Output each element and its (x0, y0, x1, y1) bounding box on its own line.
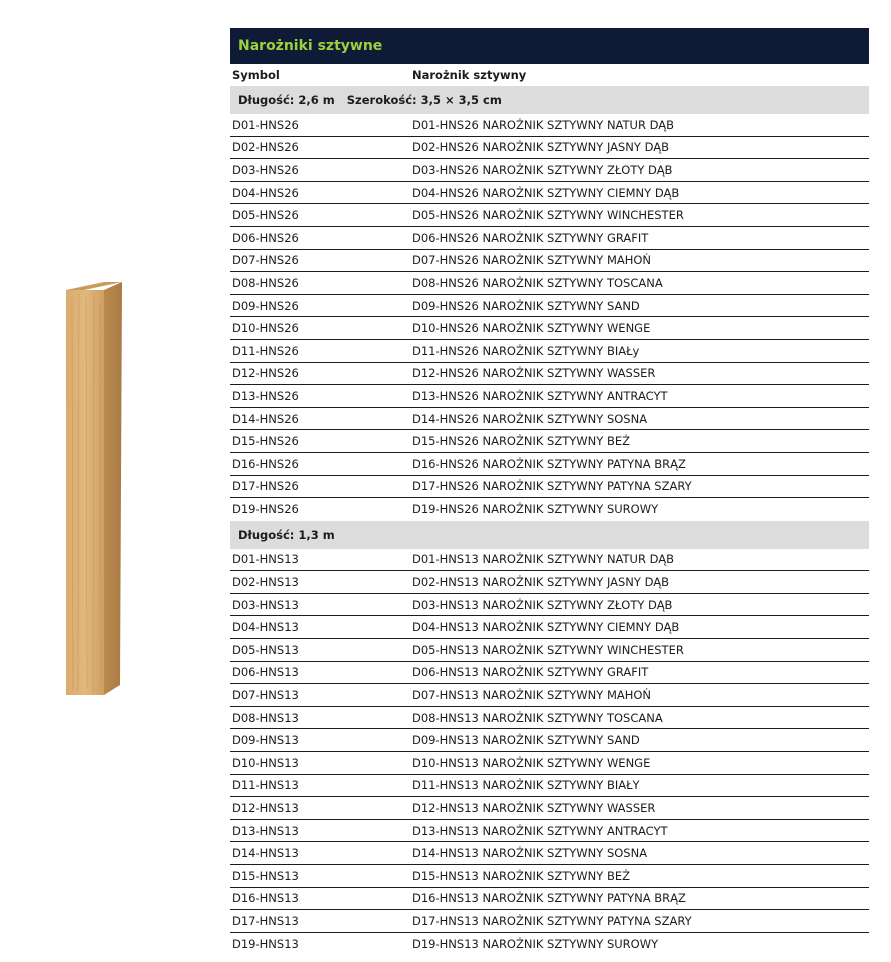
column-header-symbol: Symbol (232, 68, 280, 82)
cell-name: D11-HNS13 NAROŻNIK SZTYWNY BIAŁY (412, 778, 640, 793)
table-row (230, 865, 869, 888)
cell-symbol: D06-HNS13 (232, 665, 299, 680)
cell-symbol: D17-HNS26 (232, 479, 299, 494)
cell-name: D15-HNS26 NAROŻNIK SZTYWNY BEŻ (412, 434, 630, 449)
cell-name: D15-HNS13 NAROŻNIK SZTYWNY BEŻ (412, 868, 630, 883)
table-row (230, 317, 869, 340)
cell-symbol: D11-HNS26 (232, 343, 299, 358)
section-header (230, 86, 869, 114)
table-row (230, 159, 869, 182)
cell-symbol: D07-HNS26 (232, 253, 299, 268)
cell-symbol: D17-HNS13 (232, 913, 299, 928)
table-row (230, 842, 869, 865)
cell-name: D10-HNS13 NAROŻNIK SZTYWNY WENGE (412, 755, 651, 770)
cell-name: D05-HNS13 NAROŻNIK SZTYWNY WINCHESTER (412, 642, 684, 657)
table-row (230, 385, 869, 408)
table-title-bar (230, 28, 869, 64)
cell-name: D14-HNS13 NAROŻNIK SZTYWNY SOSNA (412, 846, 648, 861)
cell-name: D10-HNS26 NAROŻNIK SZTYWNY WENGE (412, 321, 651, 336)
cell-symbol: D01-HNS26 (232, 117, 299, 132)
table-row (230, 227, 869, 250)
cell-symbol: D05-HNS26 (232, 208, 299, 223)
cell-name: D01-HNS26 NAROŻNIK SZTYWNY NATUR DĄB (412, 117, 675, 132)
cell-name: D08-HNS26 NAROŻNIK SZTYWNY TOSCANA (412, 275, 663, 290)
table-row (230, 639, 869, 662)
cell-symbol: D09-HNS26 (232, 298, 299, 313)
cell-name: D06-HNS26 NAROŻNIK SZTYWNY GRAFIT (412, 230, 649, 245)
table-row (230, 888, 869, 911)
cell-symbol: D01-HNS13 (232, 552, 299, 567)
cell-name: D04-HNS26 NAROŻNIK SZTYWNY CIEMNY DĄB (412, 185, 680, 200)
cell-symbol: D12-HNS26 (232, 366, 299, 381)
table-row (230, 453, 869, 476)
table-row (230, 933, 869, 956)
section-length: Długość: 2,6 m (238, 93, 335, 107)
table-row (230, 616, 869, 639)
section-header (230, 521, 869, 549)
cell-symbol: D08-HNS13 (232, 710, 299, 725)
table-row (230, 684, 869, 707)
cell-name: D07-HNS13 NAROŻNIK SZTYWNY MAHOŃ (412, 688, 652, 703)
cell-name: D13-HNS13 NAROŻNIK SZTYWNY ANTRACYT (412, 823, 668, 838)
table-row (230, 571, 869, 594)
cell-name: D12-HNS26 NAROŻNIK SZTYWNY WASSER (412, 366, 656, 381)
cell-name: D03-HNS13 NAROŻNIK SZTYWNY ZŁOTY DĄB (412, 597, 673, 612)
cell-name: D09-HNS13 NAROŻNIK SZTYWNY SAND (412, 733, 640, 748)
table-row (230, 137, 869, 160)
table-title: Narożniki sztywne (238, 38, 383, 54)
table-row (230, 182, 869, 205)
table-row (230, 476, 869, 499)
table-row (230, 250, 869, 273)
table-row (230, 820, 869, 843)
cell-name: D03-HNS26 NAROŻNIK SZTYWNY ZŁOTY DĄB (412, 162, 673, 177)
cell-name: D05-HNS26 NAROŻNIK SZTYWNY WINCHESTER (412, 208, 684, 223)
table-row (230, 707, 869, 730)
cell-name: D12-HNS13 NAROŻNIK SZTYWNY WASSER (412, 801, 656, 816)
table-row (230, 910, 869, 933)
cell-symbol: D16-HNS26 (232, 456, 299, 471)
table-sections (230, 86, 869, 955)
cell-symbol: D13-HNS13 (232, 823, 299, 838)
table-row (230, 775, 869, 798)
cell-symbol: D05-HNS13 (232, 642, 299, 657)
cell-name: D19-HNS13 NAROŻNIK SZTYWNY SUROWY (412, 937, 659, 952)
cell-symbol: D10-HNS13 (232, 755, 299, 770)
table-row (230, 295, 869, 318)
cell-name: D04-HNS13 NAROŻNIK SZTYWNY CIEMNY DĄB (412, 620, 680, 635)
cell-symbol: D13-HNS26 (232, 388, 299, 403)
cell-symbol: D15-HNS26 (232, 434, 299, 449)
cell-symbol: D15-HNS13 (232, 868, 299, 883)
table-row (230, 498, 869, 521)
table-row (230, 114, 869, 137)
table-row (230, 594, 869, 617)
section-width: Szerokość: 3,5 × 3,5 cm (346, 93, 502, 107)
table-row (230, 797, 869, 820)
cell-name: D09-HNS26 NAROŻNIK SZTYWNY SAND (412, 298, 640, 313)
section-rows (230, 114, 869, 521)
table-row (230, 752, 869, 775)
cell-name: D07-HNS26 NAROŻNIK SZTYWNY MAHOŃ (412, 253, 652, 268)
cell-symbol: D14-HNS13 (232, 846, 299, 861)
cell-symbol: D06-HNS26 (232, 230, 299, 245)
cell-symbol: D04-HNS26 (232, 185, 299, 200)
cell-name: D14-HNS26 NAROŻNIK SZTYWNY SOSNA (412, 411, 648, 426)
cell-name: D13-HNS26 NAROŻNIK SZTYWNY ANTRACYT (412, 388, 668, 403)
cell-name: D08-HNS13 NAROŻNIK SZTYWNY TOSCANA (412, 710, 663, 725)
cell-name: D11-HNS26 NAROŻNIK SZTYWNY BIAŁy (412, 343, 640, 358)
cell-symbol: D19-HNS26 (232, 502, 299, 517)
cell-symbol: D11-HNS13 (232, 778, 299, 793)
table-row (230, 272, 869, 295)
table-row (230, 408, 869, 431)
section-length: Długość: 1,3 m (238, 527, 335, 542)
table-row (230, 662, 869, 685)
cell-name: D16-HNS13 NAROŻNIK SZTYWNY PATYNA BRĄZ (412, 891, 686, 906)
table-row (230, 204, 869, 227)
cell-symbol: D03-HNS26 (232, 162, 299, 177)
cell-symbol: D12-HNS13 (232, 801, 299, 816)
table-row (230, 363, 869, 386)
cell-name: D16-HNS26 NAROŻNIK SZTYWNY PATYNA BRĄZ (412, 456, 686, 471)
table-header-row (230, 64, 869, 86)
cell-name: D01-HNS13 NAROŻNIK SZTYWNY NATUR DĄB (412, 552, 675, 567)
cell-name: D02-HNS26 NAROŻNIK SZTYWNY JASNY DĄB (412, 140, 669, 155)
cell-symbol: D16-HNS13 (232, 891, 299, 906)
cell-name: D17-HNS13 NAROŻNIK SZTYWNY PATYNA SZARY (412, 913, 692, 928)
table-row (230, 430, 869, 453)
product-table (230, 28, 869, 955)
wooden-corner-profile-image (64, 280, 124, 700)
cell-symbol: D02-HNS26 (232, 140, 299, 155)
cell-name: D19-HNS26 NAROŻNIK SZTYWNY SUROWY (412, 502, 659, 517)
cell-symbol: D08-HNS26 (232, 275, 299, 290)
table-row (230, 729, 869, 752)
column-header-name: Narożnik sztywny (412, 68, 527, 82)
cell-symbol: D03-HNS13 (232, 597, 299, 612)
cell-symbol: D19-HNS13 (232, 937, 299, 952)
cell-symbol: D10-HNS26 (232, 321, 299, 336)
cell-name: D02-HNS13 NAROŻNIK SZTYWNY JASNY DĄB (412, 575, 669, 590)
cell-symbol: D07-HNS13 (232, 688, 299, 703)
table-row (230, 340, 869, 363)
cell-symbol: D09-HNS13 (232, 733, 299, 748)
cell-name: D17-HNS26 NAROŻNIK SZTYWNY PATYNA SZARY (412, 479, 692, 494)
cell-symbol: D14-HNS26 (232, 411, 299, 426)
table-row (230, 549, 869, 572)
cell-name: D06-HNS13 NAROŻNIK SZTYWNY GRAFIT (412, 665, 649, 680)
cell-symbol: D02-HNS13 (232, 575, 299, 590)
section-rows (230, 549, 869, 956)
cell-symbol: D04-HNS13 (232, 620, 299, 635)
